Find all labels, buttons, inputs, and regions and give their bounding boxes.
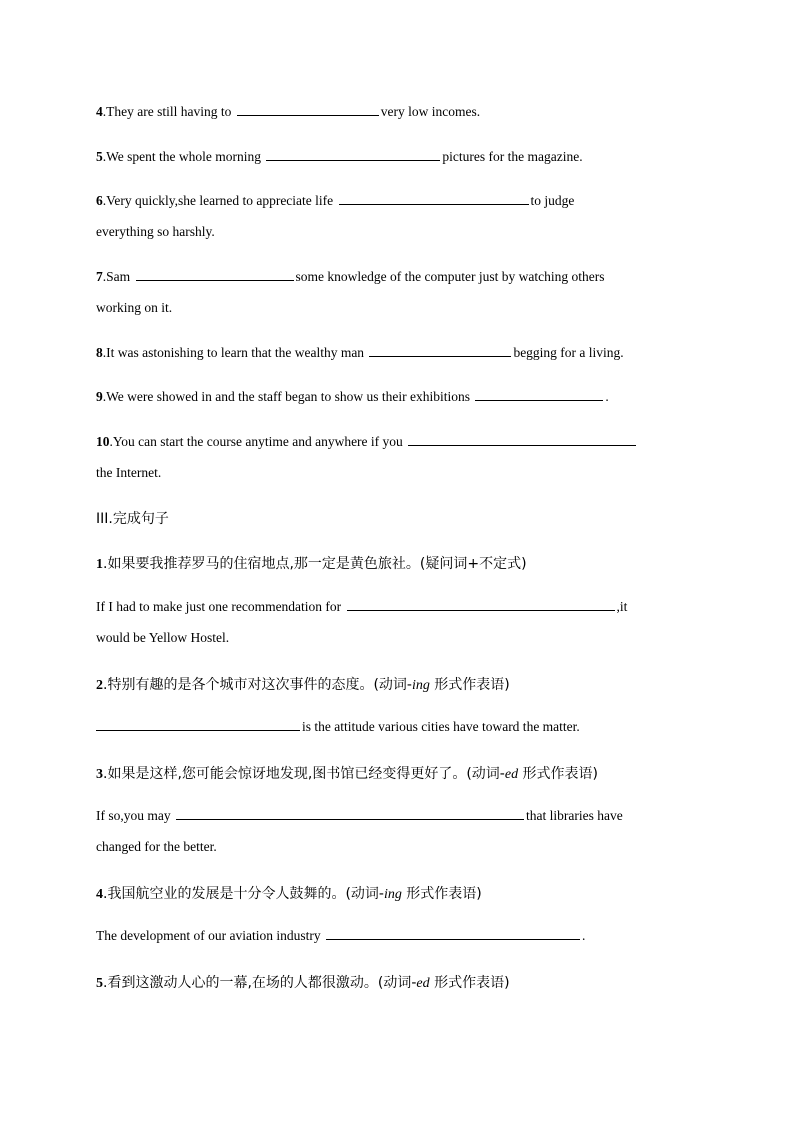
sentence-3-prompt: 3.如果是这样,您可能会惊讶地发现,图书馆已经变得更好了。(动词-ed 形式作表语): [96, 766, 599, 782]
sentence-text: that libraries have: [526, 808, 623, 823]
question-10: [96, 426, 706, 488]
question-text: pictures for the magazine.: [442, 149, 583, 164]
answer-blank[interactable]: [408, 432, 636, 446]
answer-blank[interactable]: [176, 806, 524, 820]
question-text: .We spent the whole morning: [102, 149, 265, 164]
answer-blank[interactable]: [326, 926, 580, 940]
question-number: 9: [96, 389, 103, 404]
sentence-text: The development of our aviation industry: [96, 928, 324, 943]
question-number: 10: [96, 434, 110, 449]
sentence-4-prompt: 4.我国航空业的发展是十分令人鼓舞的。(动词-ing 形式作表语): [96, 886, 482, 902]
question-text: .Very quickly,she learned to appreciate life: [102, 193, 337, 208]
question-7: [96, 261, 706, 323]
answer-blank[interactable]: [347, 597, 615, 611]
sentence-text: If I had to make just one recommendation for: [96, 599, 345, 614]
sentence-4-answer: [96, 920, 706, 951]
answer-blank[interactable]: [339, 191, 529, 205]
question-text: very low incomes.: [380, 104, 481, 119]
sentence-5-prompt: 5.看到这激动人心的一幕,在场的人都很激动。(动词-ed 形式作表语): [96, 975, 510, 991]
sentence-text: .: [581, 928, 586, 943]
sentence-text-continued: would be Yellow Hostel.: [96, 630, 230, 645]
answer-blank[interactable]: [475, 387, 603, 401]
question-text: .Sam: [102, 269, 134, 284]
question-text: .It was astonishing to learn that the wealthy man: [102, 345, 368, 360]
question-number: 7: [96, 269, 103, 284]
sentence-text: If so,you may: [96, 808, 174, 823]
question-text-continued: working on it.: [96, 300, 173, 315]
question-9: [96, 381, 706, 412]
question-text: begging for a living.: [513, 345, 624, 360]
section-title: III.完成句子: [96, 511, 169, 527]
question-number: 4: [96, 104, 103, 119]
question-text: some knowledge of the computer just by watching others: [295, 269, 605, 284]
answer-blank[interactable]: [96, 717, 300, 731]
answer-blank[interactable]: [369, 343, 511, 357]
sentence-text: ,it: [616, 599, 628, 614]
question-8: [96, 337, 706, 368]
question-4: [96, 96, 706, 127]
sentence-text: is the attitude various cities have toward the matter.: [302, 719, 580, 734]
sentence-2-prompt: 2.特别有趣的是各个城市对这次事件的态度。(动词-ing 形式作表语): [96, 677, 510, 693]
question-text: .: [605, 389, 609, 404]
answer-blank[interactable]: [266, 147, 440, 161]
question-text: .They are still having to: [102, 104, 235, 119]
sentence-1-prompt: 1.如果要我推荐罗马的住宿地点,那一定是黄色旅社。(疑问词+不定式): [96, 556, 527, 572]
question-5: [96, 141, 706, 172]
sentence-3-answer: [96, 800, 706, 862]
question-number: 8: [96, 345, 103, 360]
question-number: 6: [96, 193, 103, 208]
question-text: .You can start the course anytime and anywhere if you: [109, 434, 407, 449]
sentence-text-continued: changed for the better.: [96, 839, 217, 854]
question-text: .We were showed in and the staff began to show us their exhibitions: [102, 389, 474, 404]
question-text-continued: the Internet.: [96, 465, 162, 480]
question-number: 5: [96, 149, 103, 164]
question-text-continued: everything so harshly.: [96, 224, 215, 239]
answer-blank[interactable]: [237, 102, 379, 116]
question-text: to judge: [530, 193, 575, 208]
sentence-1-answer: [96, 591, 706, 653]
answer-blank[interactable]: [136, 267, 294, 281]
sentence-2-answer: [96, 711, 706, 742]
question-6: [96, 185, 706, 247]
